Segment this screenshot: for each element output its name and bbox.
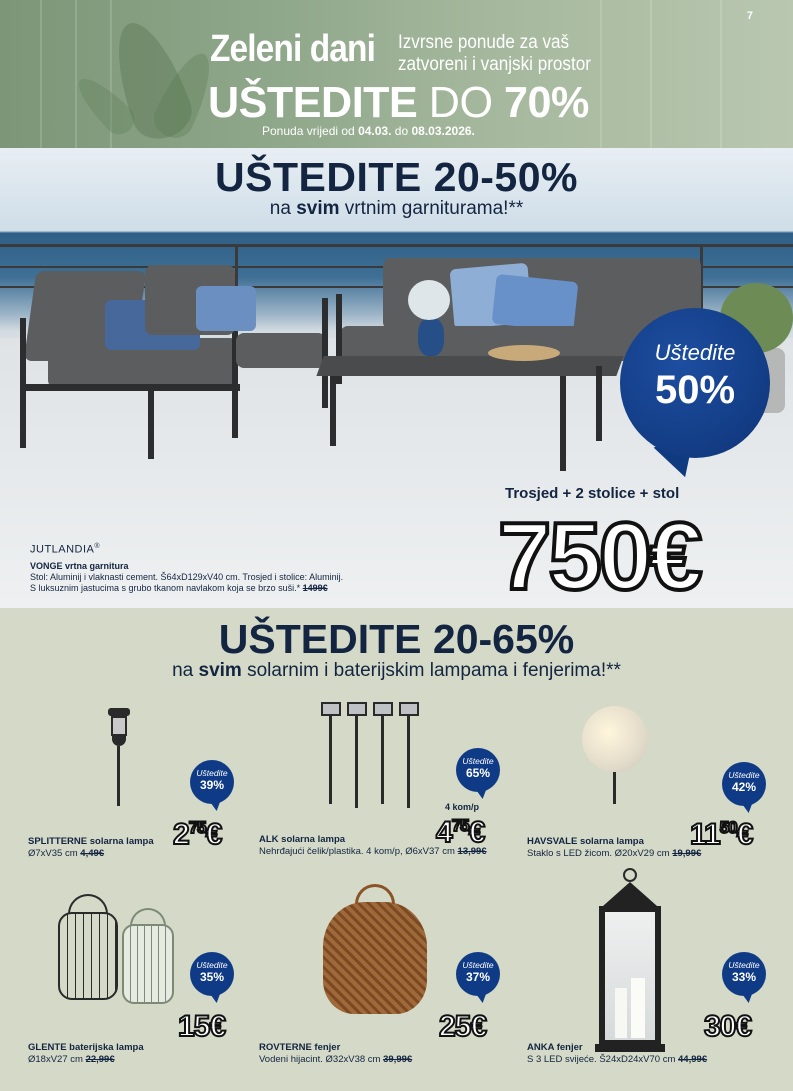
price-currency: € <box>468 816 485 849</box>
price-currency: € <box>736 818 753 851</box>
save-up-to: DO <box>428 78 493 127</box>
tray <box>488 345 560 361</box>
product-price <box>436 816 484 850</box>
price-dec: 75 <box>188 818 206 837</box>
product-desc <box>527 1054 707 1065</box>
black-lantern <box>58 912 118 1000</box>
savings-badge <box>722 762 766 806</box>
product-card[interactable] <box>527 866 777 1066</box>
desc-text: Ø18xV27 cm <box>28 1054 83 1065</box>
armchair-leg <box>20 318 26 448</box>
old-price: 1499€ <box>302 583 328 593</box>
product-name: SPLITTERNE solarna lampa <box>28 836 154 847</box>
brand-name <box>30 543 100 556</box>
subtitle-line-2: zatvoreni i vanjski prostor <box>398 54 591 75</box>
lamp-glass <box>111 716 127 736</box>
blue-pillow <box>196 286 256 331</box>
price-int: 25 <box>439 1010 471 1043</box>
coffee-table-leg <box>596 366 602 441</box>
price-dec: 50 <box>719 818 737 837</box>
sofa-pillow <box>492 274 579 332</box>
product-name: ROVTERNE fenjer <box>259 1042 341 1053</box>
validity-to: 08.03.2026. <box>411 124 475 138</box>
curtain-stripe <box>720 0 722 148</box>
savings-badge <box>190 952 234 996</box>
lamp-spike <box>117 746 120 806</box>
old-price: 4,49€ <box>80 848 105 859</box>
price-currency: € <box>735 1010 752 1043</box>
savings-bubble-label: Uštedite <box>654 340 736 365</box>
hero-sub-pre: na <box>269 198 291 219</box>
product-card[interactable] <box>28 892 278 1091</box>
curtain-stripe <box>650 0 652 148</box>
product-name: VONGE vrtna garnitura <box>30 561 129 571</box>
lantern-roof <box>603 882 657 906</box>
product-card[interactable] <box>28 700 278 900</box>
unit-label: 4 kom/p <box>445 802 480 812</box>
curtain-stripe <box>40 0 42 148</box>
hero-sub-bold: svim <box>296 198 340 219</box>
lantern-base <box>595 1044 665 1052</box>
product-card[interactable] <box>259 892 509 1091</box>
led-candle <box>631 978 645 1038</box>
lamp-head <box>399 702 419 716</box>
lamps-subtitle <box>0 660 793 682</box>
railing-top <box>0 244 793 247</box>
campaign-savings-headline <box>208 78 589 128</box>
desc-text: Vodeni hijacint. Ø32xV38 cm <box>259 1054 381 1065</box>
curtain-stripe <box>75 0 77 148</box>
product-desc <box>259 1054 412 1065</box>
set-price: 750€ <box>498 503 700 608</box>
hero-sub-post: vrtnim garniturama!** <box>344 198 524 219</box>
validity-mid: do <box>394 124 409 138</box>
curtain-stripe <box>600 0 602 148</box>
armchair-frame <box>20 384 240 391</box>
old-price: 39,99€ <box>383 1054 413 1065</box>
lamp-base <box>112 736 126 746</box>
lamps-sub-post: solarnim i baterijskim lampama i fenjerima!** <box>247 660 621 681</box>
desc-text: Nehrđajući čelik/plastika. 4 kom/p, Ø6xV37 cm <box>259 846 455 857</box>
savings-bubble-percent: 50% <box>654 368 736 412</box>
product-price <box>690 818 752 852</box>
flower-vase <box>418 318 444 356</box>
woven-lantern <box>323 902 427 1014</box>
validity-prefix: Ponuda vrijedi od <box>262 124 355 138</box>
subtitle-line-1: Izvrsne ponude za vaš <box>398 32 570 53</box>
lantern-handle <box>68 894 108 914</box>
lamp-head <box>347 702 367 716</box>
black-floor-lantern <box>599 906 661 1046</box>
product-description <box>30 561 343 594</box>
product-name: GLENTE baterijska lampa <box>28 1042 144 1053</box>
price-int: 2 <box>173 818 189 851</box>
lamps-sub-pre: na <box>172 660 194 681</box>
badge-label: Uštedite <box>196 960 228 970</box>
lamp-spike <box>381 716 384 804</box>
product-price <box>178 1010 225 1044</box>
top-banner <box>0 0 793 148</box>
price-dec: 75 <box>451 816 469 835</box>
lamps-section <box>0 608 793 1091</box>
lamp-head <box>373 702 393 716</box>
savings-badge <box>456 748 500 792</box>
garden-furniture-section <box>0 148 793 608</box>
product-desc <box>28 1054 115 1065</box>
lamp-spike <box>407 716 410 808</box>
armchair-leg <box>322 298 328 408</box>
glass-globe <box>582 706 648 772</box>
page-number: 7 <box>746 10 753 22</box>
price-int: 4 <box>436 816 452 849</box>
badge-label: Uštedite <box>728 770 760 780</box>
product-price <box>704 1010 751 1044</box>
desc-text: S 3 LED svijeće. Š24xD24xV70 cm <box>527 1054 676 1065</box>
coffee-table-leg <box>330 376 336 446</box>
lamp-spike <box>613 772 616 804</box>
save-percent: 70% <box>504 78 589 127</box>
coffee-table-leg <box>560 376 566 471</box>
product-desc <box>527 848 701 859</box>
hero-title: UŠTEDITE 20-50% <box>215 154 578 200</box>
validity-text <box>262 124 475 138</box>
savings-badge <box>456 952 500 996</box>
badge-percent: 39% <box>199 778 225 792</box>
product-card[interactable] <box>259 700 509 900</box>
desc-text: Staklo s LED žicom. Ø20xV29 cm <box>527 848 670 859</box>
validity-from: 04.03. <box>358 124 392 138</box>
badge-percent: 42% <box>731 780 757 794</box>
desc-text: Ø7xV35 cm <box>28 848 78 859</box>
white-flowers <box>408 280 450 320</box>
product-desc <box>28 848 104 859</box>
green-lantern <box>122 924 174 1004</box>
product-desc-line-2: S luksuznim jastucima s grubo tkanom navlakom koja se brzo suši.* <box>30 583 301 593</box>
badge-percent: 35% <box>199 970 225 984</box>
badge-percent: 65% <box>465 766 491 780</box>
armchair-leg <box>148 384 154 459</box>
old-price: 13,99€ <box>457 846 487 857</box>
price-currency: € <box>470 1010 487 1043</box>
coffee-table-top <box>316 356 623 376</box>
price-int: 30 <box>704 1010 736 1043</box>
lamps-sub-bold: svim <box>198 660 242 681</box>
badge-percent: 33% <box>731 970 757 984</box>
savings-bubble <box>620 308 770 458</box>
campaign-title: Zeleni dani <box>210 28 375 70</box>
product-name: ANKA fenjer <box>527 1042 583 1053</box>
lamps-title: UŠTEDITE 20-65% <box>218 616 575 662</box>
savings-badge <box>722 952 766 996</box>
product-desc <box>259 846 487 857</box>
badge-label: Uštedite <box>196 768 228 778</box>
armchair-seat-cushion <box>236 333 326 368</box>
price-currency: € <box>209 1010 226 1043</box>
old-price: 19,99€ <box>672 848 702 859</box>
lamp-spike <box>329 716 332 804</box>
product-desc-line-1: Stol: Aluminij i vlaknasti cement. Š64xD129xV40 cm. Trosjed i stolice: Aluminij. <box>30 572 344 582</box>
product-price <box>439 1010 486 1044</box>
badge-label: Uštedite <box>728 960 760 970</box>
lantern-ring <box>623 868 637 882</box>
brand-mark: ® <box>94 543 101 550</box>
campaign-subtitle <box>398 32 591 76</box>
old-price: 44,99€ <box>678 1054 708 1065</box>
lamp-spike <box>355 716 358 808</box>
lamp-head <box>321 702 341 716</box>
badge-percent: 37% <box>465 970 491 984</box>
brand-text: JUTLANDIA <box>30 543 95 556</box>
badge-label: Uštedite <box>462 960 494 970</box>
lantern-handle <box>130 908 166 926</box>
product-price <box>173 818 221 852</box>
savings-badge <box>190 760 234 804</box>
hero-subtitle <box>0 198 793 220</box>
old-price: 22,99€ <box>85 1054 115 1065</box>
save-word: UŠTEDITE <box>208 78 418 127</box>
price-int: 11 <box>690 818 720 851</box>
price-currency: € <box>205 818 222 851</box>
lamp-cap <box>108 708 130 716</box>
set-contents-label: Trosjed + 2 stolice + stol <box>505 485 680 502</box>
led-candle <box>615 988 627 1038</box>
product-name: HAVSVALE solarna lampa <box>527 836 644 847</box>
product-name: ALK solarna lampa <box>259 834 346 845</box>
badge-label: Uštedite <box>462 756 494 766</box>
price-int: 15 <box>178 1010 210 1043</box>
